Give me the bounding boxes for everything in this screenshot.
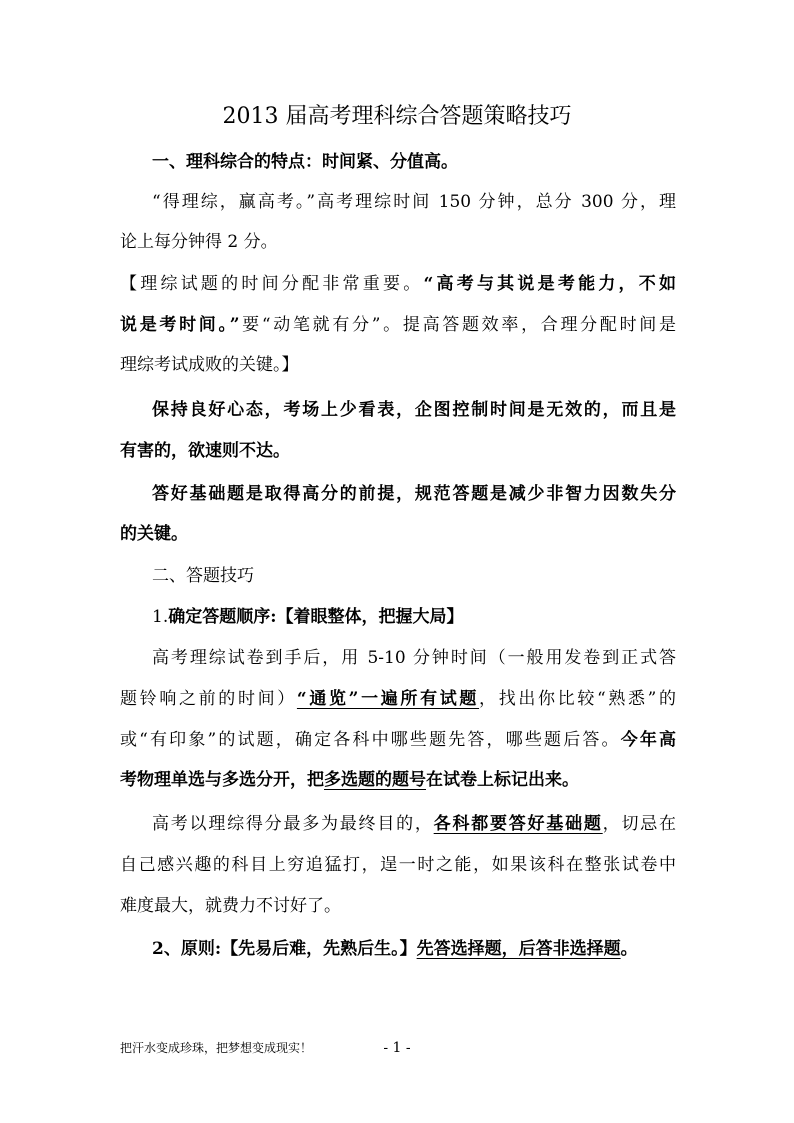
basic-questions-highlight: 各科都要答好基础题	[433, 814, 603, 834]
section1-p4-line1: 答好基础题是取得高分的前提，规范答题是减少非智力因数失分	[152, 484, 676, 504]
sub1-p2-l1-a: 高考以理综得分最多为最终目的，	[152, 814, 434, 834]
section1-p1-line2: 论上每分钟得 2 分。	[120, 232, 278, 252]
sub1-p1-l3: 或“有印象”的试题，确定各科中哪些题先答，哪些题后答。	[120, 730, 621, 750]
p2-bracket-text: 【理综试题的时间分配非常重要。	[120, 274, 424, 294]
p2-line2-text: 要“动笔就有分”。提高答题效率，合理分配时间是	[239, 315, 676, 335]
sub1-heading	[152, 605, 676, 629]
sub1-title: 确定答题顺序:【着眼整体，把握大局】	[168, 607, 464, 627]
multi-choice-highlight: 多选题的题号	[324, 770, 426, 790]
section1-p3-line2: 有害的，欲速则不达。	[120, 441, 290, 461]
section1-p1-line1: “得理综，赢高考。”高考理综时间 150 分钟，总分 300 分，理	[152, 192, 676, 212]
sub1-p2-line1	[152, 812, 676, 836]
sub1-p2-l1-c: ，切忌在	[602, 814, 677, 834]
sub1-p1-l2-c: ，找出你比较“熟悉”的	[479, 689, 676, 709]
sub1-p1-l4-a: 考物理单选与多选分开，把	[120, 770, 324, 790]
tonglan-highlight: “通览”一遍所有试题	[296, 689, 480, 709]
sub2-period: 。	[620, 939, 638, 959]
section1-heading: 一、理科综合的特点：时间紧、分值高。	[152, 152, 458, 172]
p2-bold-quote: “高考与其说是考能力，不如	[423, 274, 677, 294]
page-number: - 1 -	[383, 1040, 411, 1056]
section1-p3-line1: 保持良好心态，考场上少看表，企图控制时间是无效的，而且是	[152, 400, 676, 420]
footer-slogan: 把汗水变成珍珠，把梦想变成现实！	[120, 1041, 313, 1055]
sub2-heading	[152, 937, 676, 961]
sub1-number: 1.	[152, 607, 169, 627]
document-title: 2013 届高考理科综合答题策略技巧	[222, 104, 572, 129]
sub1-p1-line3	[120, 728, 676, 752]
sub1-p1-l4-c: 在试卷上标记出来。	[426, 770, 579, 790]
sub1-p1-line4	[120, 768, 676, 792]
sub1-p1-l2-a: 题铃响之前的时间）	[120, 689, 297, 709]
sub1-p1-line1: 高考理综试卷到手后，用 5-10 分钟时间（一般用发卷到正式答	[152, 648, 676, 668]
sub1-p1-l3-bold: 今年高	[620, 730, 677, 750]
section1-p2-line1	[120, 272, 676, 296]
sub2-principle: 2、原则:【先易后难，先熟后生。】	[152, 939, 417, 959]
sub2-order-highlight: 先答选择题，后答非选择题	[416, 939, 621, 959]
sub1-p2-line3: 难度最大，就费力不讨好了。	[120, 896, 341, 916]
sub1-p1-line2	[120, 687, 676, 711]
section1-p4-line2: 的关键。	[120, 524, 188, 544]
sub1-p2-line2: 自己感兴趣的科目上穷追猛打，逞一时之能，如果该科在整张试卷中	[120, 855, 676, 875]
section2-heading: 二、答题技巧	[152, 566, 254, 586]
section1-p2-line2	[120, 313, 676, 337]
section1-p2-line3: 理综考试成败的关键。】	[120, 355, 299, 375]
p2-bold-quote-end: 说是考时间。”	[120, 315, 240, 335]
